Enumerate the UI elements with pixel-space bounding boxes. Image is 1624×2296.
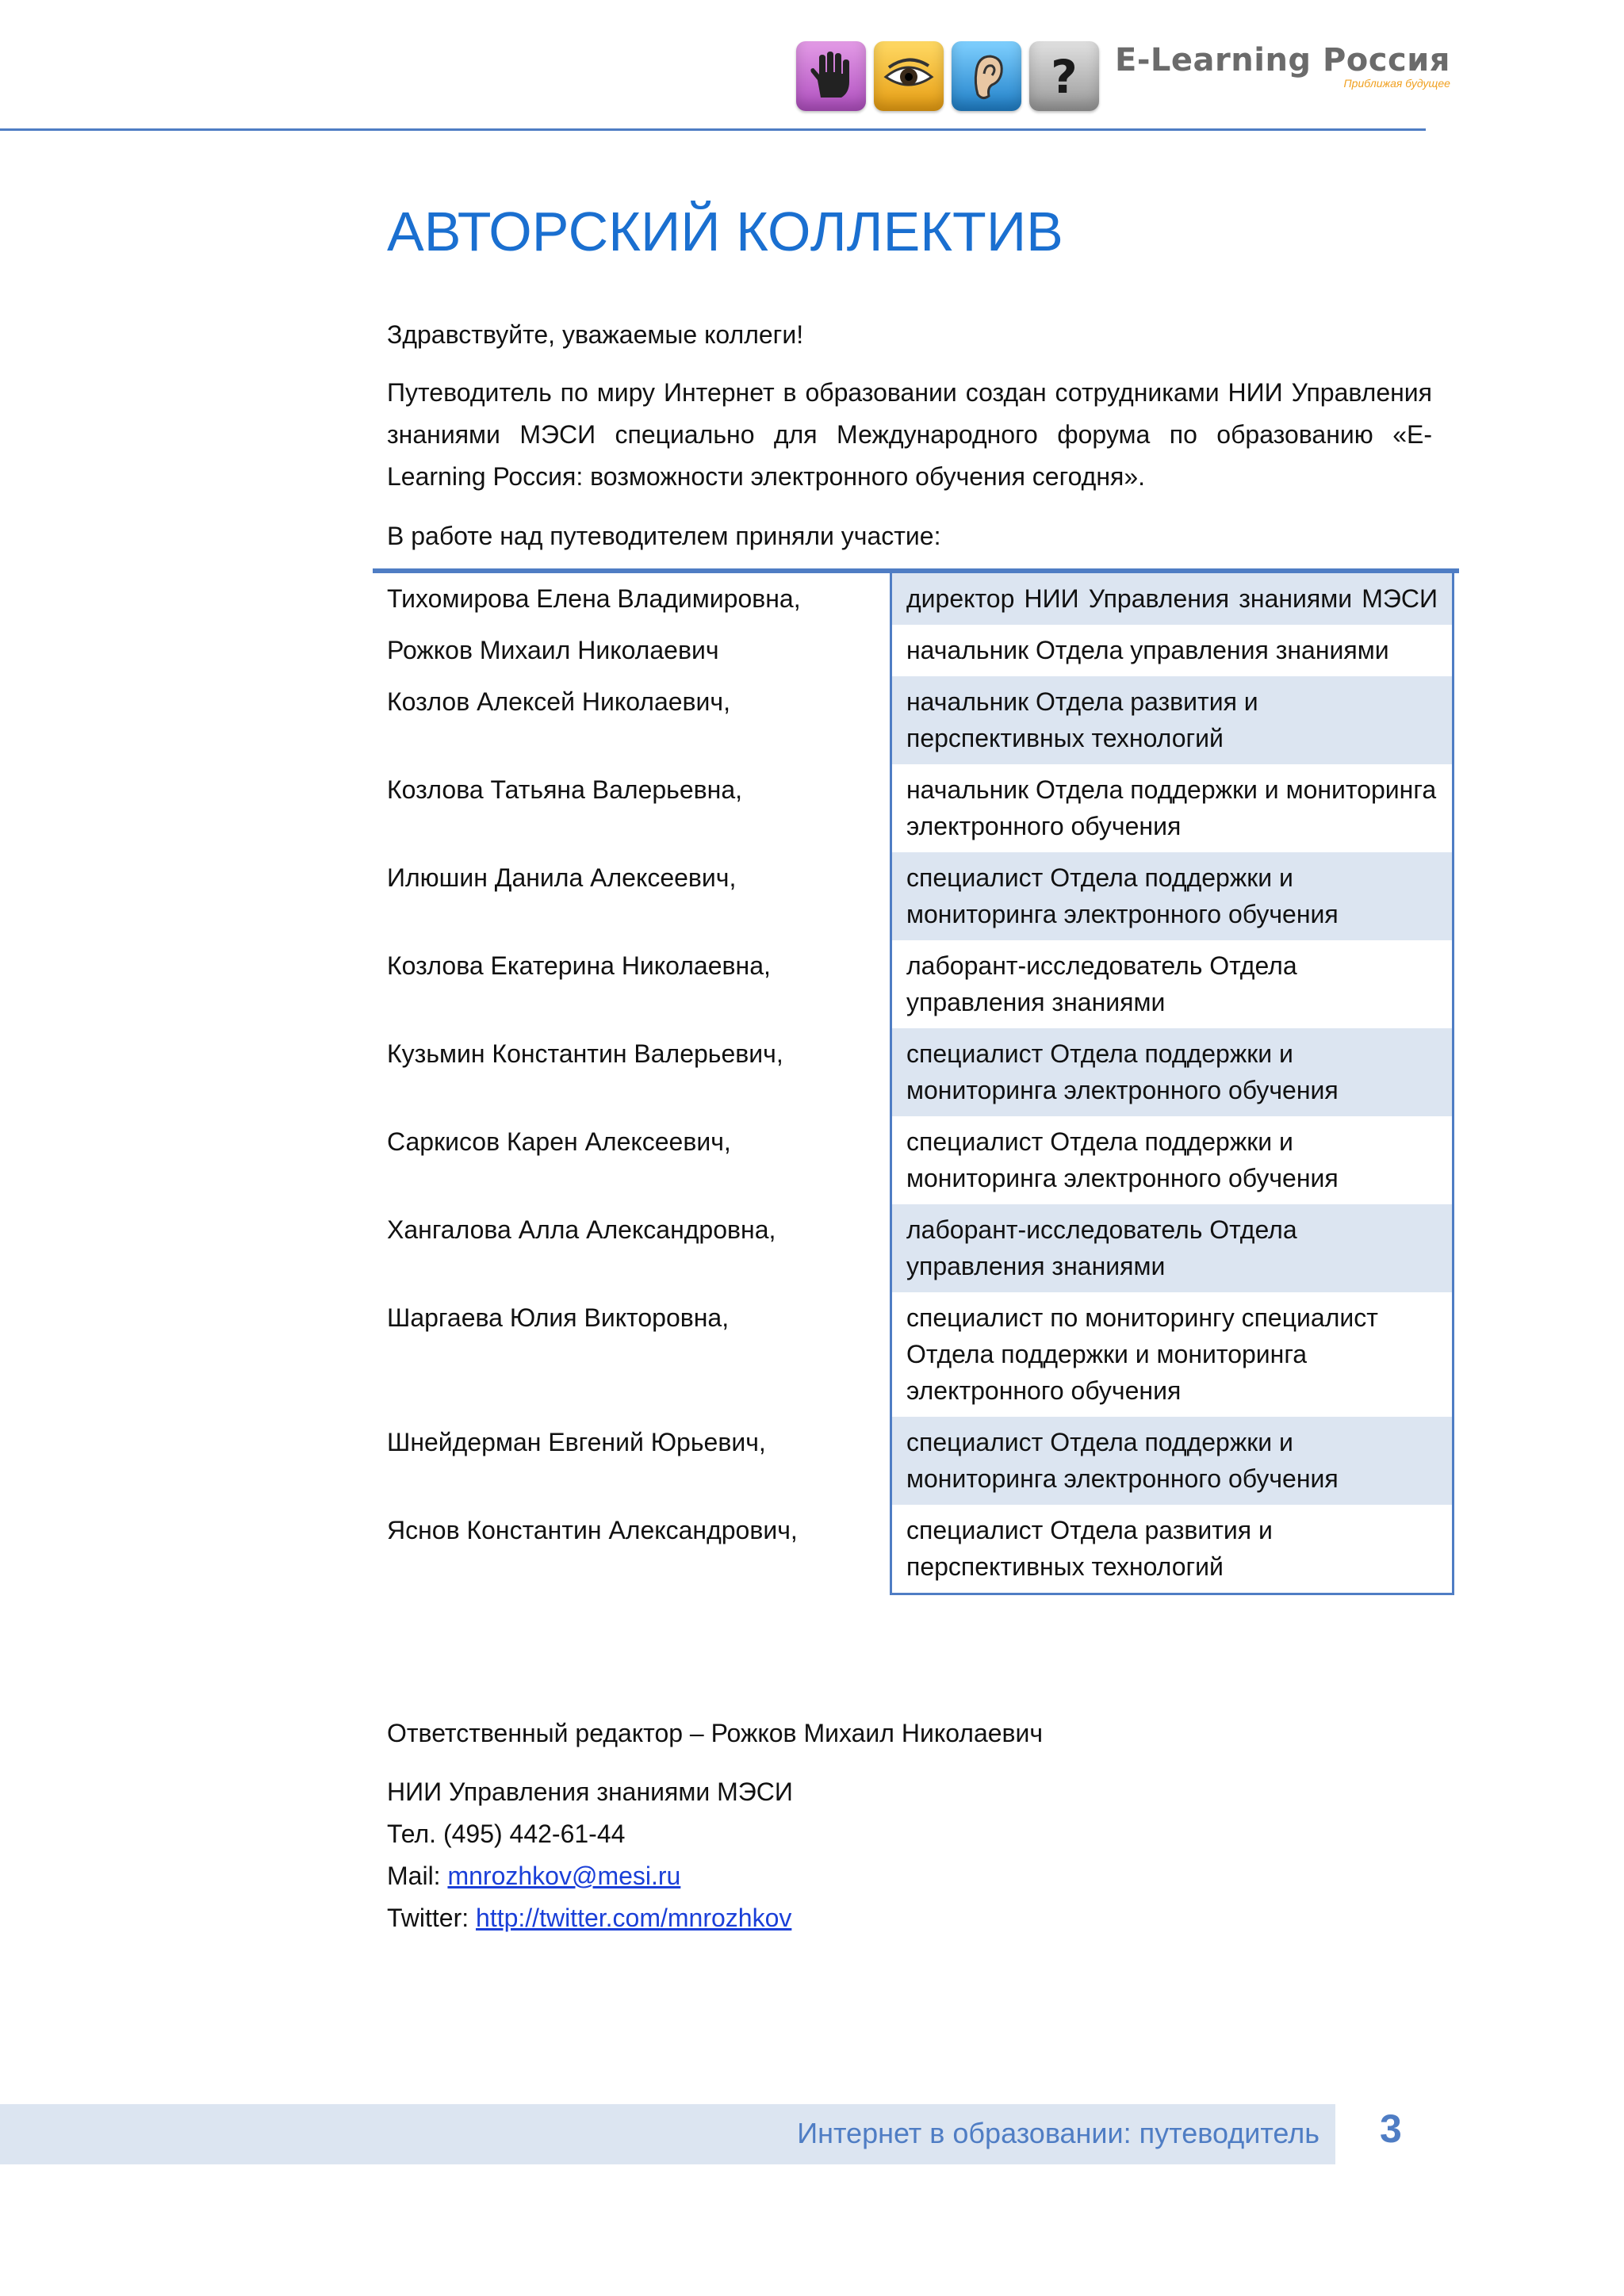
team-member-name: Шнейдерман Евгений Юрьевич, [387, 1428, 766, 1456]
team-member-role: лаборант-исследователь Отдела управления знаниями [890, 1204, 1454, 1292]
team-member-name: Козлов Алексей Николаевич, [387, 687, 730, 716]
contact-phone: Тел. (495) 442-61-44 [387, 1820, 626, 1848]
team-member-name: Рожков Михаил Николаевич [387, 636, 719, 664]
team-row [387, 1292, 1451, 1417]
team-member-name: Шаргаева Юлия Викторовна, [387, 1303, 730, 1332]
team-row [387, 1116, 1451, 1204]
contact-org: НИИ Управления знаниями МЭСИ [387, 1777, 793, 1806]
footer-title: Интернет в образовании: путеводитель [797, 2117, 1320, 2149]
team-member-role: специалист Отдела поддержки и мониторинга электронного обучения [890, 852, 1454, 940]
team-member-role: начальник Отдела управления знаниями [890, 625, 1454, 676]
header-divider [0, 128, 1426, 131]
svg-text:?: ? [1051, 50, 1078, 104]
contacts-block [387, 1771, 793, 1939]
team-row [387, 1204, 1451, 1292]
intro-paragraph: Путеводитель по миру Интернет в образовании создан сотрудниками НИИ Управления знаниями МЭСИ специально для Международного форума по образованию «E-Learning Россия: возможности электронного обучения сегодня». [387, 378, 1432, 491]
eye-icon [874, 41, 944, 111]
participants-intro: В работе над путеводителем приняли участие: [387, 522, 941, 550]
brand-tagline: Приближая будущее [1343, 77, 1450, 90]
team-table [387, 573, 1451, 1595]
ear-icon [952, 41, 1021, 111]
team-row [387, 1505, 1451, 1595]
brand-title: E-Learning Россия [1115, 42, 1450, 78]
team-row [387, 625, 1451, 676]
team-member-role: специалист по мониторингу специалист Отдела поддержки и мониторинга электронного обучения [890, 1292, 1454, 1417]
hand-icon [796, 41, 866, 111]
greeting: Здравствуйте, уважаемые коллеги! [387, 320, 804, 349]
team-row [387, 676, 1451, 764]
team-member-name: Тихомирова Елена Владимировна, [387, 584, 801, 613]
team-row [387, 1417, 1451, 1505]
team-member-role: начальник Отдела развития и перспективных технологий [890, 676, 1454, 764]
team-member-name: Козлова Татьяна Валерьевна, [387, 775, 742, 804]
team-member-role: специалист Отдела развития и перспективных технологий [890, 1505, 1454, 1595]
team-member-role: специалист Отдела поддержки и мониторинга электронного обучения [890, 1417, 1454, 1505]
header-logo [796, 38, 1450, 114]
contact-mail-row [387, 1855, 793, 1897]
team-row [387, 764, 1451, 852]
team-row [387, 940, 1451, 1028]
team-member-role: лаборант-исследователь Отдела управления знаниями [890, 940, 1454, 1028]
team-member-name: Илюшин Данила Алексеевич, [387, 863, 737, 892]
team-member-name: Козлова Екатерина Николаевна, [387, 951, 771, 980]
mail-label: Mail: [387, 1862, 448, 1890]
team-member-name: Хангалова Алла Александровна, [387, 1215, 776, 1244]
team-member-role: начальник Отдела поддержки и мониторинга электронного обучения [890, 764, 1454, 852]
team-member-role: специалист Отдела поддержки и мониторинга электронного обучения [890, 1028, 1454, 1116]
team-member-name: Саркисов Карен Алексеевич, [387, 1127, 731, 1156]
brand [1115, 42, 1450, 90]
editor-line: Ответственный редактор – Рожков Михаил Николаевич [387, 1719, 1044, 1747]
twitter-link[interactable]: http://twitter.com/mnrozhkov [476, 1904, 792, 1932]
contact-twitter-row [387, 1897, 793, 1939]
mail-link[interactable]: mnrozhkov@mesi.ru [447, 1862, 681, 1890]
page-title: АВТОРСКИЙ КОЛЛЕКТИВ [387, 201, 1063, 262]
team-row [387, 852, 1451, 940]
team-row [387, 573, 1451, 625]
team-row [387, 1028, 1451, 1116]
team-member-name: Кузьмин Константин Валерьевич, [387, 1039, 783, 1068]
team-member-role: директор НИИ Управления знаниями МЭСИ [890, 573, 1454, 625]
question-icon [1029, 41, 1099, 111]
twitter-label: Twitter: [387, 1904, 477, 1932]
team-member-role: специалист Отдела поддержки и мониторинга электронного обучения [890, 1116, 1454, 1204]
page-number: 3 [1380, 2107, 1402, 2151]
team-member-name: Яснов Константин Александрович, [387, 1516, 798, 1544]
